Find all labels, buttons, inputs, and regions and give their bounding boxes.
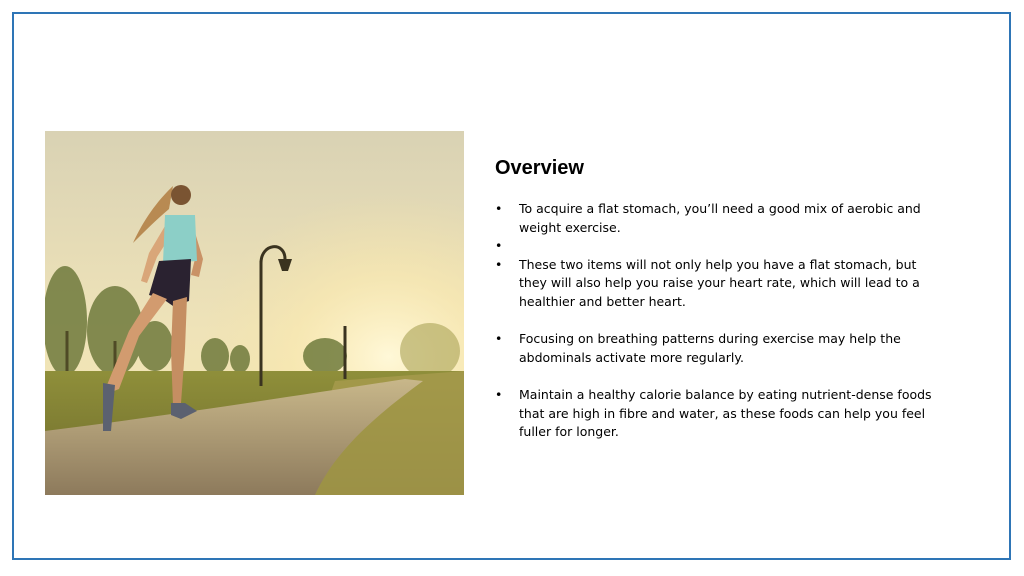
bullet-item	[495, 256, 945, 312]
bullet-text: Maintain a healthy calorie balance by eating nutrient-dense foods that are high in fibre and water, as these foods can help you feel fuller for longer.	[519, 387, 932, 439]
content-panel	[495, 154, 945, 442]
bullet-item	[495, 237, 945, 256]
bullet-marker: •	[495, 201, 503, 216]
bullet-marker: •	[495, 256, 503, 272]
slide-title: Overview	[495, 157, 584, 179]
bullet-item	[495, 386, 945, 442]
bullet-item	[495, 330, 945, 367]
bullet-text: To acquire a flat stomach, you’ll need a good mix of aerobic and weight exercise.	[519, 201, 921, 235]
bullet-marker: •	[495, 387, 503, 402]
bullet-marker: •	[495, 331, 503, 346]
bullet-text: These two items will not only help you have a flat stomach, but they will also help you raise your heart rate, which will lead to a healthier and better heart.	[519, 256, 920, 309]
bullet-text: Focusing on breathing patterns during exercise may help the abdominals activate more regularly.	[519, 331, 901, 365]
runner-photo	[45, 131, 464, 495]
bullet-item	[495, 200, 945, 237]
slide-frame	[12, 12, 1011, 560]
bullet-list	[495, 200, 945, 442]
runner-photo-illustration	[45, 131, 464, 495]
bullet-marker: •	[495, 238, 503, 253]
